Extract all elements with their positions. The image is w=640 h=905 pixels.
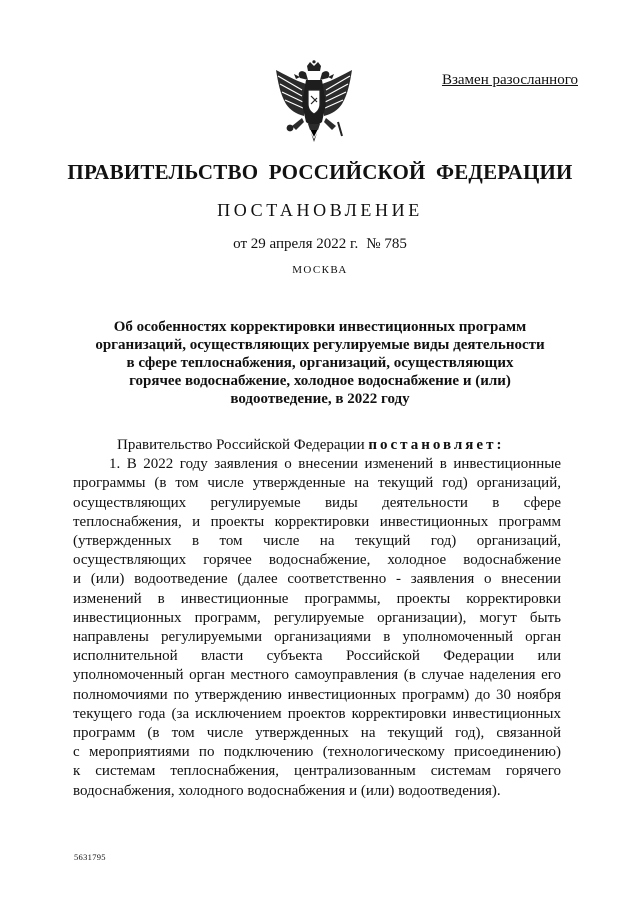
document-city: МОСКВА [292,264,348,276]
clause-line: и (или) водоотведение (далее соответственно - заявления о внесении [73,571,561,588]
document-date: от 29 апреля 2022 г. [233,236,359,252]
decree-intro-prefix: Правительство Российской Федерации [117,437,365,453]
clause-line: исполнительной власти субъекта Российской Федерации или [73,648,561,665]
clause-line: полномочиями по утверждению инвестиционных программ) до 30 ноября [73,686,561,703]
clause-line: (утвержденных в том числе на текущий год) организаций, [73,533,561,550]
clause-line: текущего года (за исключением проектов корректировки инвестиционных [73,705,561,722]
clause-line: программ (в том числе утвержденных на текущий год), связанной [73,725,561,742]
decree-intro [73,436,561,455]
government-title: ПРАВИТЕЛЬСТВО РОССИЙСКОЙ ФЕДЕРАЦИИ [67,160,573,184]
document-body [73,436,561,801]
clause-line: к системам теплоснабжения, централизованным системам горячего [73,763,561,780]
heading-line: водоотведение, в 2022 году [230,391,410,407]
document-heading [80,318,560,408]
clause-line: 1. В 2022 году заявления о внесении изменений в инвестиционные [109,456,561,473]
clause-1 [73,455,561,801]
clause-line: осуществляющих горячее водоснабжение, холодное водоснабжение [73,552,561,569]
clause-line: осуществляющих регулируемые виды деятельности в сфере [73,494,561,511]
heading-line: Об особенностях корректировки инвестиционных программ [113,319,527,335]
clause-line: изменений в инвестиционные программы, проекты корректировки [73,590,561,607]
clause-line: с мероприятиями по подключению (технологическому присоединению) [73,744,561,761]
clause-line: водоснабжения, холодного водоснабжения и (или) водоотведения). [73,782,501,799]
clause-line: уполномоченный орган местного самоуправления (в случае наделения его [73,667,561,684]
document-type: ПОСТАНОВЛЕНИЕ [217,200,423,220]
document-number: № 785 [366,236,407,252]
heading-line: организаций, осуществляющих регулируемые виды деятельности [95,337,545,353]
replacement-note: Взамен разосланного [441,72,578,88]
decree-word: постановляет: [368,437,505,453]
clause-line: программы (в том числе утвержденные на текущий год) организаций, [73,475,561,492]
clause-line: направлены регулируемыми организациями в уполномоченный орган [73,629,561,646]
document-date-line [0,236,640,253]
russian-coat-of-arms-emblem [272,60,356,152]
heading-line: горячее водоснабжение, холодное водоснабжение и (или) [129,373,511,389]
clause-line: теплоснабжения, и проекты корректировки инвестиционных программ [73,513,561,530]
heading-line: в сфере теплоснабжения, организаций, осуществляющих [126,355,514,371]
clause-line: инвестиционных программ, регулируемые организации), могут быть [73,609,561,626]
document-id: 5631795 [74,852,106,862]
